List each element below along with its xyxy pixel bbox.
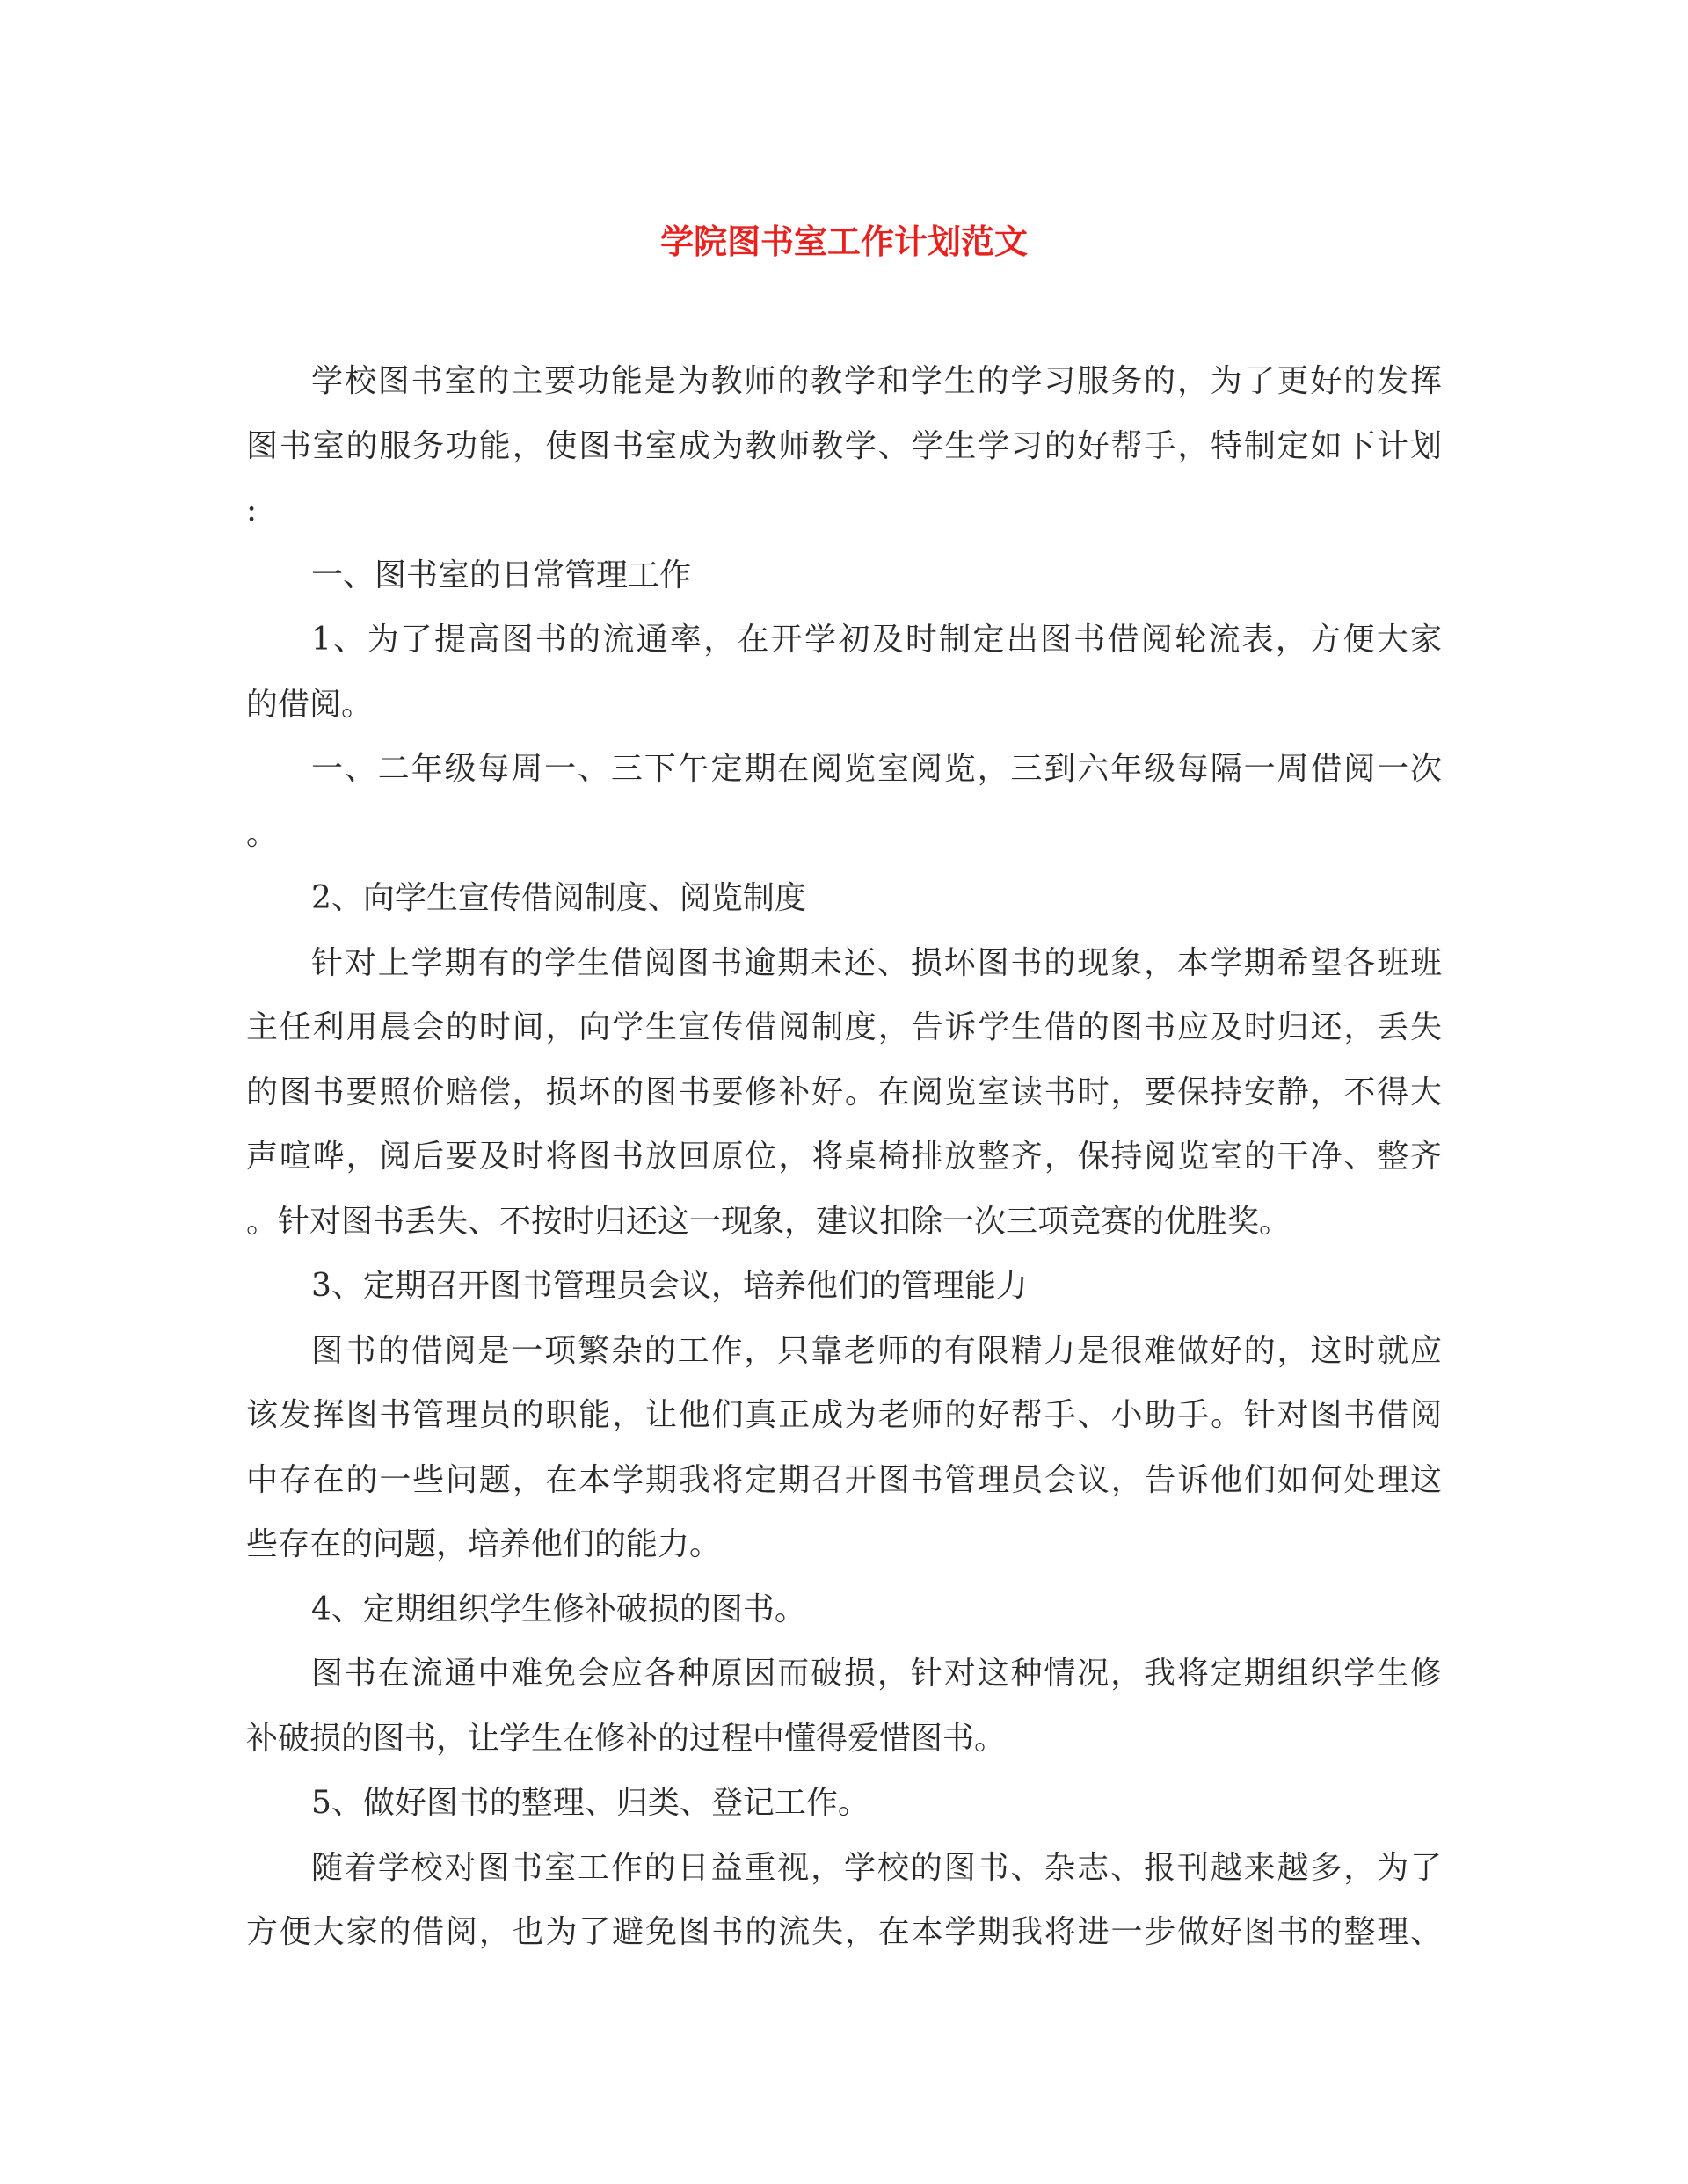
body-line: 针对上学期有的学生借阅图书逾期未还、损坏图书的现象，本学期希望各班班 (311, 944, 1442, 981)
body-line: 补破损的图书，让学生在修补的过程中懂得爱惜图书。 (246, 1720, 1007, 1757)
body-line: 图书室的服务功能，使图书室成为教师教学、学生学习的好帮手，特制定如下计划 (246, 427, 1442, 464)
body-line: : (246, 492, 258, 528)
body-line: 图书在流通中难免会应各种原因而破损，针对这种情况，我将定期组织学生修 (311, 1656, 1442, 1692)
body-line: 的图书要照价赔偿，损坏的图书要修补好。在阅览室读书时，要保持安静，不得大 (246, 1074, 1442, 1110)
body-line: 一、二年级每周一、三下午定期在阅览室阅览，三到六年级每隔一周借阅一次 (311, 751, 1442, 787)
subsection-heading: 3、定期召开图书管理员会议，培养他们的管理能力 (311, 1268, 1028, 1304)
body-line: 中存在的一些问题，在本学期我将定期召开图书管理员会议，告诉他们如何处理这 (246, 1461, 1442, 1498)
body-line: 。 (246, 815, 279, 852)
body-line: 声喧哗，阅后要及时将图书放回原位，将桌椅排放整齐，保持阅览室的干净、整齐 (246, 1139, 1442, 1175)
body-line: 。针对图书丢失、不按时归还这一现象，建议扣除一次三项竞赛的优胜奖。 (246, 1203, 1291, 1240)
body-line: 的借阅。 (246, 686, 374, 723)
body-line: 该发挥图书管理员的职能，让他们真正成为老师的好帮手、小助手。针对图书借阅 (246, 1397, 1442, 1433)
section-heading: 一、图书室的日常管理工作 (311, 557, 692, 593)
body-line: 方便大家的借阅，也为了避免图书的流失，在本学期我将进一步做好图书的整理、 (246, 1914, 1442, 1950)
body-line: 主任利用晨会的时间，向学生宣传借阅制度，告诉学生借的图书应及时归还，丢失 (246, 1009, 1442, 1045)
body-line: 些存在的问题，培养他们的能力。 (246, 1526, 722, 1562)
body-line: 图书的借阅是一项繁杂的工作，只靠老师的有限精力是很难做好的，这时就应 (311, 1332, 1442, 1369)
subsection-heading: 5、做好图书的整理、归类、登记工作。 (311, 1785, 869, 1821)
body-line: 学校图书室的主要功能是为教师的教学和学生的学习服务的，为了更好的发挥 (311, 363, 1442, 399)
subsection-heading: 4、定期组织学生修补破损的图书。 (311, 1591, 806, 1627)
subsection-heading: 2、向学生宣传借阅制度、阅览制度 (311, 880, 806, 916)
body-line: 随着学校对图书室工作的日益重视，学校的图书、杂志、报刊越来越多，为了 (311, 1849, 1442, 1886)
document-body (246, 349, 1442, 1965)
body-line: 1、为了提高图书的流通率，在开学初及时制定出图书借阅轮流表，方便大家 (311, 622, 1442, 658)
document-title: 学院图书室工作计划范文 (659, 222, 1028, 261)
